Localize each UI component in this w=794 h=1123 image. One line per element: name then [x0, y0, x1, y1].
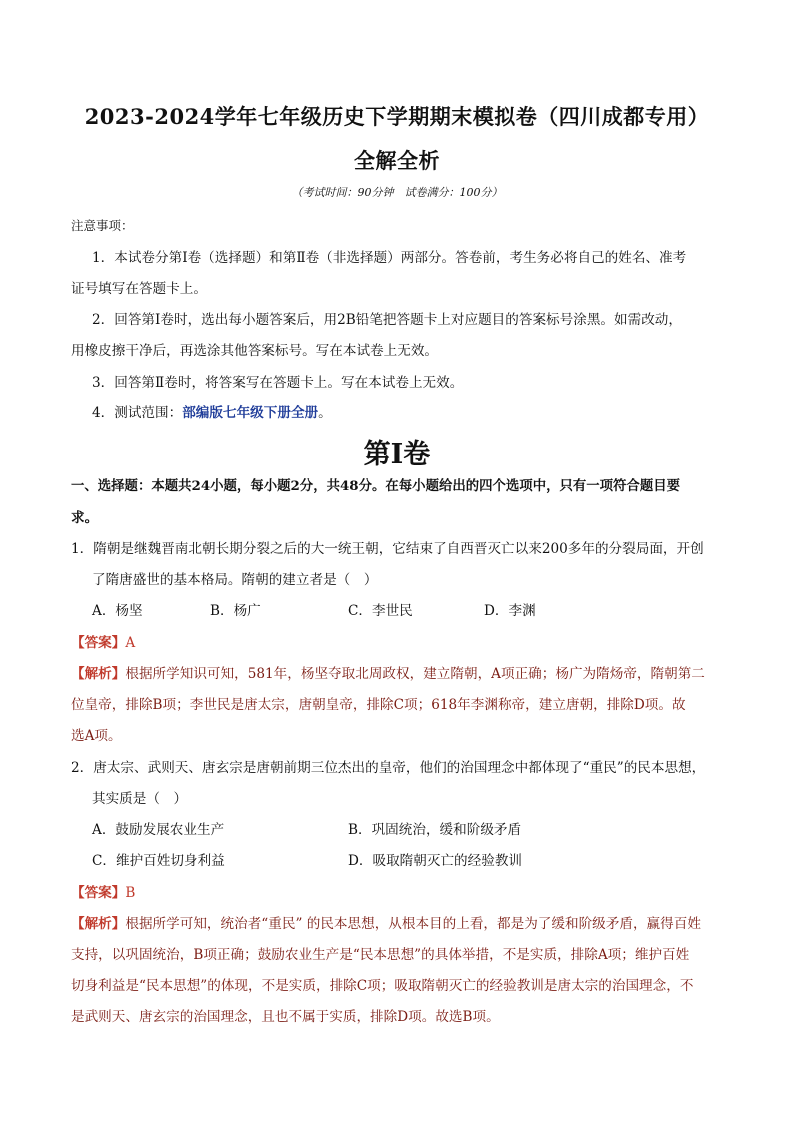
question-2-stem-line-2: 其实质是（ ）	[92, 791, 188, 807]
analysis-label: 【解析】	[71, 916, 126, 932]
question-1-analysis-line-1	[71, 662, 705, 682]
exam-info: （考试时间：90分钟 试卷满分：100分）	[291, 186, 503, 199]
notice-item-4-prefix: 4．测试范围：	[92, 405, 183, 421]
question-1-answer	[71, 631, 135, 651]
notice-item-4-suffix: 。	[318, 405, 332, 421]
analysis-text: 根据所学可知，统治者“重民” 的民本思想，从根本目的上看，都是为了缓和阶级矛盾，赢得百姓	[125, 916, 701, 932]
question-1-option-d: D．李渊	[484, 603, 536, 619]
section-intro-line-1: 一、选择题：本题共24小题，每小题2分，共48分。在每小题给出的四个选项中，只有一项符合题目要	[71, 478, 680, 494]
notice-heading: 注意事项：	[71, 218, 134, 233]
answer-label: 【答案】	[71, 635, 126, 651]
question-1-stem-line-1: 1．隋朝是继魏晋南北朝长期分裂之后的大一统王朝，它结束了自西晋灭亡以来200多年的分裂局面，开创	[71, 541, 704, 557]
question-2-stem-line-1: 2．唐太宗、武则天、唐玄宗是唐朝前期三位杰出的皇帝，他们的治国理念中都体现了“重民”的民本思想，	[71, 760, 706, 776]
notice-item-4	[92, 401, 332, 421]
question-1-option-b: B．杨广	[210, 603, 261, 619]
notice-item-2-line-2: 用橡皮擦干净后，再选涂其他答案标号。写在本试卷上无效。	[71, 343, 439, 359]
question-2-option-c: C．维护百姓切身利益	[92, 853, 225, 869]
answer-value: A	[125, 635, 136, 651]
question-2-analysis-line-3: 切身利益是“民本思想”的体现，不是实质，排除C项；吸取隋朝灭亡的经验教训是唐太宗的治国理念，不	[71, 978, 694, 994]
notice-item-1-line-2: 证号填写在答题卡上。	[71, 281, 207, 297]
analysis-label: 【解析】	[71, 666, 126, 682]
question-2-analysis-line-1	[71, 912, 701, 932]
question-2-option-b: B．巩固统治，缓和阶级矛盾	[348, 822, 522, 838]
question-2-analysis-line-4: 是武则天、唐玄宗的治国理念，且也不属于实质，排除D项。故选B项。	[71, 1009, 500, 1025]
notice-item-1-line-1: 1．本试卷分第Ⅰ卷（选择题）和第Ⅱ卷（非选择题）两部分。答卷前，考生务必将自己的姓名、准考	[92, 250, 687, 266]
notice-item-2-line-1: 2．回答第Ⅰ卷时，选出每小题答案后，用2B铅笔把答题卡上对应题目的答案标号涂黑。如需改动，	[92, 312, 682, 328]
section-intro-line-2: 求。	[71, 510, 99, 526]
section-title: 第Ⅰ卷	[363, 439, 431, 470]
question-1-analysis-line-3: 选A项。	[71, 728, 122, 744]
question-1-stem-line-2: 了隋唐盛世的基本格局。隋朝的建立者是（ ）	[92, 572, 378, 588]
question-1-analysis-line-2: 位皇帝，排除B项；李世民是唐太宗，唐朝皇帝，排除C项；618年李渊称帝，建立唐朝，排除D项。故	[71, 697, 686, 713]
analysis-text: 根据所学知识可知，581年，杨坚夺取北周政权，建立隋朝，A项正确；杨广为隋炀帝，隋朝第二	[125, 666, 705, 682]
test-scope: 部编版七年级下册全册	[182, 405, 319, 421]
notice-item-3: 3．回答第Ⅱ卷时，将答案写在答题卡上。写在本试卷上无效。	[92, 375, 464, 391]
answer-value: B	[125, 885, 136, 901]
question-2-analysis-line-2: 支持，以巩固统治，B项正确；鼓励农业生产是“民本思想”的具体举措，不是实质，排除A项；维护百姓	[71, 947, 690, 963]
question-2-option-d: D．吸取隋朝灭亡的经验教训	[348, 853, 523, 869]
question-2-answer	[71, 881, 135, 901]
question-2-option-a: A．鼓励发展农业生产	[92, 822, 225, 838]
exam-subtitle: 全解全析	[354, 148, 440, 173]
question-1-option-a: A．杨坚	[92, 603, 143, 619]
question-1-option-c: C．李世民	[348, 603, 413, 619]
exam-title: 2023-2024学年七年级历史下学期期末模拟卷（四川成都专用）	[84, 104, 710, 129]
answer-label: 【答案】	[71, 885, 126, 901]
